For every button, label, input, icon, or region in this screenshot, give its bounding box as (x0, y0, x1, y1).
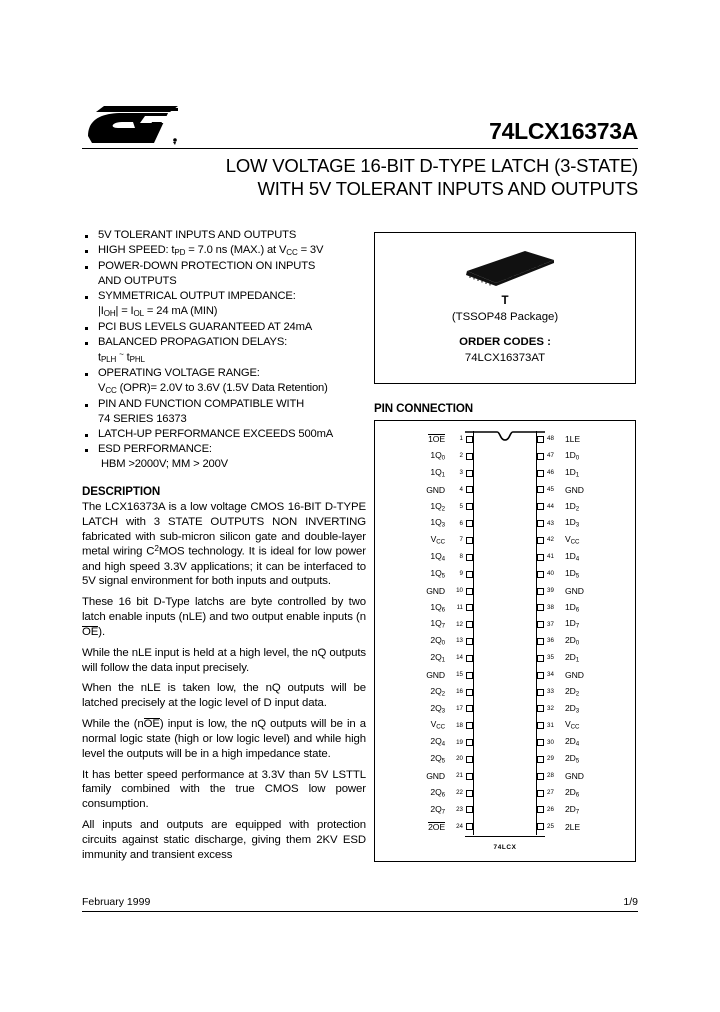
chip-body-segment (473, 701, 537, 718)
pin-lead-right (537, 739, 544, 746)
feature-item: OPERATING VOLTAGE RANGE: $V_{CC}$ (OPR)= 2.0V to 3.6V (1.5V Data Retention) (82, 366, 366, 396)
pin-label-right: $1D_6$ (565, 601, 580, 613)
pin-label-right: $1D_7$ (565, 618, 580, 630)
pin-row (383, 751, 627, 768)
pin-row (383, 532, 627, 549)
pin-label-left: $1Q_2$ (430, 500, 445, 512)
pin-row (383, 498, 627, 515)
pin-connection-title: PIN CONNECTION (374, 402, 474, 415)
chip-body-segment (473, 667, 537, 684)
pin-lead-right (537, 756, 544, 763)
pin-label-right: $1D_0$ (565, 449, 580, 462)
pin-label-right: $1D_3$ (565, 517, 580, 529)
pin-number-left: 6 (459, 519, 463, 527)
pin-number-right: 35 (547, 654, 554, 662)
chip-body-segment (473, 633, 537, 650)
chip-body-segment (473, 549, 537, 566)
pin-number-right: 41 (547, 553, 554, 561)
footer-date: February 1999 (82, 896, 151, 908)
pin-lead-left (466, 756, 473, 763)
pin-number-right: 34 (547, 671, 554, 679)
pin-lead-left (466, 470, 473, 477)
pin-label-right: $2D_6$ (565, 786, 580, 799)
pin-label-left: GND (426, 585, 445, 596)
pin-row (383, 465, 627, 482)
pin-label-left: $1Q_6$ (430, 601, 445, 613)
pin-number-right: 25 (547, 822, 554, 830)
pin-row (383, 701, 627, 718)
pin-label-right: $2D_1$ (565, 652, 580, 664)
pin-label-right: $1D_4$ (565, 551, 580, 563)
pin-lead-left (466, 503, 473, 510)
pin-number-left: 21 (456, 772, 463, 780)
pin-lead-right (537, 790, 544, 797)
pin-label-right: GND (565, 484, 584, 495)
chip-marking: 74LCX (493, 844, 517, 851)
pin-label-right: $V_{CC}$ (565, 719, 580, 731)
pin-number-right: 28 (547, 772, 554, 780)
pin-lead-left (466, 520, 473, 527)
pin-lead-left (466, 689, 473, 696)
pin-label-right: GND (565, 669, 584, 680)
pin-label-left: $2Q_6$ (430, 786, 445, 799)
pin-row (383, 549, 627, 566)
pin-lead-right (537, 554, 544, 561)
chip-body-segment (473, 465, 537, 482)
pin-label-left: $1Q_3$ (430, 517, 445, 529)
pin-label-left: $2Q_3$ (430, 702, 445, 714)
feature-item: PCI BUS LEVELS GUARANTEED AT 24mA (82, 320, 366, 335)
chip-body-segment (473, 616, 537, 633)
pin-number-left: 22 (456, 789, 463, 797)
pin-label-right: $1D_5$ (565, 567, 580, 580)
pin-label-left: $1Q_7$ (430, 618, 445, 630)
pin-label-right: $2D_7$ (565, 803, 580, 816)
pin-number-left: 8 (459, 553, 463, 561)
right-column (374, 232, 638, 862)
pin-label-right: 1LE (565, 434, 580, 445)
pin-number-left: 2 (459, 452, 463, 460)
pin-lead-left (466, 588, 473, 595)
chip-body-segment (473, 515, 537, 532)
pin-row (383, 599, 627, 616)
chip-bottom-edge (465, 836, 545, 837)
st-logo (82, 102, 186, 146)
pin-lead-right (537, 537, 544, 544)
pin-label-right: $2D_2$ (565, 685, 580, 698)
pin-lead-right (537, 655, 544, 662)
pin-label-left: $2Q_7$ (430, 803, 445, 816)
pin-lead-right (537, 453, 544, 460)
pin-row (383, 785, 627, 802)
page-title-line1: LOW VOLTAGE 16-BIT D-TYPE LATCH (3-STATE) (225, 155, 638, 176)
pin-row (383, 583, 627, 600)
pin-number-right: 40 (547, 570, 554, 578)
chip-body-segment (473, 583, 537, 600)
pin-diagram (375, 421, 635, 861)
pin-label-left: 2OE (428, 821, 445, 832)
description-paragraph: These 16 bit D-Type latchs are byte controlled by two latch enable inputs (nLE) and two output enable inputs (nOE). (82, 596, 366, 638)
pin-label-left: $2Q_2$ (430, 685, 445, 698)
header-top-row (82, 98, 638, 149)
page-footer (82, 896, 638, 912)
pin-number-left: 12 (456, 620, 463, 628)
pin-lead-left (466, 554, 473, 561)
pin-lead-left (466, 486, 473, 493)
order-code-value: 74LCX16373AT (464, 351, 546, 364)
pin-number-left: 4 (459, 485, 463, 493)
pin-label-right: GND (565, 771, 584, 781)
pin-lead-right (537, 621, 544, 628)
pin-number-left: 23 (456, 805, 463, 813)
pin-rows (383, 431, 627, 835)
feature-item: PIN AND FUNCTION COMPATIBLE WITH 74 SERIES 16373 (82, 397, 366, 427)
pin-lead-left (466, 604, 473, 611)
pin-lead-right (537, 588, 544, 595)
pin-lead-left (466, 773, 473, 780)
pin-lead-left (466, 453, 473, 460)
pin-lead-left (466, 537, 473, 544)
pin-label-left: $V_{CC}$ (430, 719, 445, 731)
chip-body-segment (473, 717, 537, 734)
pin-number-right: 36 (547, 637, 554, 645)
description-paragraph: All inputs and outputs are equipped with protection circuits against static discharge, giving them 2KV ESD immunity and transient excess (82, 819, 366, 861)
pin-number-left: 10 (456, 586, 463, 594)
pin-number-right: 29 (547, 755, 554, 763)
pin-number-left: 24 (456, 822, 463, 830)
pin-row (383, 650, 627, 667)
pin-number-left: 15 (456, 671, 463, 679)
chip-body-segment (473, 650, 537, 667)
page-title-line2: WITH 5V TOLERANT INPUTS AND OUTPUTS (257, 177, 638, 199)
pin-number-right: 48 (547, 435, 554, 443)
pin-lead-left (466, 705, 473, 712)
pin-lead-left (466, 790, 473, 797)
pin-lead-right (537, 722, 544, 729)
tssop48-package-image (451, 245, 559, 291)
pin-number-left: 20 (456, 755, 463, 763)
pin-lead-left (466, 571, 473, 578)
feature-item: 5V TOLERANT INPUTS AND OUTPUTS (82, 228, 366, 243)
package-subtitle: (TSSOP48 Package) (451, 310, 559, 323)
chip-body-segment (473, 785, 537, 802)
pin-number-left: 19 (456, 738, 463, 746)
description-heading: DESCRIPTION (82, 484, 161, 498)
pin-row (383, 482, 627, 499)
pin-row (383, 616, 627, 633)
chip-body-segment (473, 818, 537, 835)
package-name: T (501, 295, 509, 307)
pin-row (383, 684, 627, 701)
pin-number-right: 44 (547, 502, 554, 510)
page-header (82, 98, 638, 200)
chip-body-segment (473, 431, 537, 448)
pin-label-right: GND (565, 585, 584, 596)
pin-row (383, 768, 627, 785)
feature-item: ESD PERFORMANCE: HBM >2000V; MM > 200V (82, 442, 366, 472)
pin-number-left: 14 (456, 654, 463, 662)
pin-label-right: $2D_5$ (565, 753, 580, 765)
pin-row (383, 802, 627, 819)
description-paragraph: While the (nOE) input is low, the nQ outputs will be in a normal logic state (high or low logic level) and while high level the outputs will be in a high impedance state. (82, 718, 366, 760)
package-box (374, 232, 636, 384)
pin-lead-right (537, 604, 544, 611)
feature-item: POWER-DOWN PROTECTION ON INPUTS AND OUTPUTS (82, 259, 366, 289)
pin-label-left: $2Q_4$ (430, 736, 445, 748)
feature-item: BALANCED PROPAGATION DELAYS: $t_{PLH}$ ~ $t_{PHL}$ (82, 335, 366, 366)
pin-label-left: $1Q_5$ (430, 567, 445, 580)
pin-row (383, 717, 627, 734)
pin-number-right: 30 (547, 738, 554, 746)
pin-lead-left (466, 655, 473, 662)
pin-lead-right (537, 672, 544, 679)
pin-number-right: 26 (547, 805, 554, 813)
pin-number-left: 3 (459, 469, 463, 476)
pin-lead-right (537, 520, 544, 527)
chip-body-segment (473, 768, 537, 785)
feature-item: HIGH SPEED: $t_{PD} = 7.0$ ns (MAX.) at $V_{CC} = 3V$ (82, 243, 366, 258)
pin-number-right: 39 (547, 586, 554, 594)
pin-row (383, 667, 627, 684)
pin-label-left: GND (426, 484, 445, 495)
pin-lead-left (466, 436, 473, 443)
pin-label-left: $2Q_0$ (430, 635, 445, 647)
order-codes-title: ORDER CODES : (459, 336, 551, 349)
page-title (82, 155, 638, 200)
pin-label-right: $V_{CC}$ (565, 534, 580, 546)
pin-lead-right (537, 436, 544, 443)
chip-body-segment (473, 498, 537, 515)
chip-body-segment (473, 566, 537, 583)
pin-number-left: 9 (459, 570, 463, 578)
pin-label-right: $2D_3$ (565, 702, 580, 714)
pin-number-left: 11 (456, 603, 463, 611)
pin-lead-right (537, 571, 544, 578)
pin-number-right: 45 (547, 485, 554, 493)
pin-lead-right (537, 470, 544, 477)
pin-label-left: $2Q_5$ (430, 753, 445, 765)
pin-lead-left (466, 672, 473, 679)
pin-number-left: 13 (456, 637, 463, 645)
chip-body-segment (473, 684, 537, 701)
chip-body-segment (473, 599, 537, 616)
pin-number-left: 1 (459, 435, 463, 443)
pin-number-left: 18 (456, 721, 463, 729)
pin-number-right: 47 (547, 452, 554, 460)
description-paragraph: While the nLE input is held at a high level, the nQ outputs will follow the data input precisely. (82, 646, 366, 674)
description-body (82, 500, 366, 863)
pin-number-right: 37 (547, 620, 554, 628)
chip-body-segment (473, 751, 537, 768)
pin-row (383, 734, 627, 751)
pin-lead-right (537, 689, 544, 696)
pin-lead-left (466, 638, 473, 645)
pin-lead-right (537, 486, 544, 493)
pin-number-right: 32 (547, 704, 554, 712)
pin-label-right: $1D_2$ (565, 500, 580, 512)
pin-row (383, 566, 627, 583)
pin-label-right: 2LE (565, 821, 580, 832)
pin-row (383, 633, 627, 650)
feature-list (82, 228, 366, 472)
pin-number-left: 5 (459, 502, 463, 510)
pin-number-left: 17 (456, 704, 463, 712)
pin-label-right: $2D_4$ (565, 736, 580, 748)
pin-lead-left (466, 722, 473, 729)
chip-body-segment (473, 532, 537, 549)
pin-lead-right (537, 705, 544, 712)
pin-label-left: GND (426, 771, 445, 781)
pin-connection-box (374, 420, 636, 862)
pin-lead-right (537, 806, 544, 813)
pin-number-right: 43 (547, 519, 554, 527)
pin-number-right: 38 (547, 603, 554, 611)
chip-body-segment (473, 802, 537, 819)
pin-lead-left (466, 621, 473, 628)
pin-number-left: 16 (456, 687, 463, 695)
pin-number-right: 42 (547, 536, 554, 544)
chip-body-segment (473, 734, 537, 751)
pin-label-right: $2D_0$ (565, 635, 580, 647)
description-paragraph: It has better speed performance at 3.3V than 5V LSTTL family combined with the true CMOS low power consumption. (82, 768, 366, 811)
feature-item: LATCH-UP PERFORMANCE EXCEEDS 500mA (82, 427, 366, 442)
pin-row (383, 448, 627, 465)
pin-number-right: 31 (547, 721, 554, 729)
pin-label-right: $1D_1$ (565, 466, 580, 479)
pin-label-left: $1Q_4$ (430, 551, 445, 563)
description-paragraph: When the nLE is taken low, the nQ outputs will be latched precisely at the logic level of D input data. (82, 682, 366, 710)
pin-row (383, 818, 627, 835)
pin-label-left: GND (426, 669, 445, 680)
pin-label-left: $V_{CC}$ (430, 534, 445, 546)
pin-lead-left (466, 823, 473, 830)
pin-number-right: 46 (547, 469, 554, 476)
part-number: 74LCX16373A (489, 118, 638, 144)
feature-item: SYMMETRICAL OUTPUT IMPEDANCE: $|I_{OH}| = I_{OL} = 24$ mA (MIN) (82, 289, 366, 319)
pin-row (383, 515, 627, 532)
pin-label-left: $1Q_0$ (430, 449, 445, 462)
pin-lead-right (537, 503, 544, 510)
pin-number-right: 27 (547, 789, 554, 797)
chip-body-segment (473, 448, 537, 465)
pin-lead-left (466, 806, 473, 813)
pin-number-left: 7 (459, 536, 463, 544)
pin-label-left: $1Q_1$ (430, 466, 445, 479)
pin-number-right: 33 (547, 687, 554, 695)
footer-page-number: 1/9 (623, 896, 638, 908)
pin-lead-right (537, 823, 544, 830)
pin-lead-right (537, 638, 544, 645)
pin-label-left: 1OE (428, 434, 445, 445)
left-column (82, 228, 366, 863)
pin-lead-right (537, 773, 544, 780)
pin-row (383, 431, 627, 448)
description-paragraph: The LCX16373A is a low voltage CMOS 16-BIT D-TYPE LATCH with 3 STATE OUTPUTS NON INVERTING fabricated with sub-micron silicon gate and double-layer metal wiring $C^2MOS$ technology. It is ideal for low power and high speed 3.3V applications; it can be interfaced to 5V signal environment for both inputs and outputs. (82, 500, 366, 588)
pin-label-left: $2Q_1$ (430, 652, 445, 664)
chip-body-segment (473, 482, 537, 499)
pin-lead-left (466, 739, 473, 746)
